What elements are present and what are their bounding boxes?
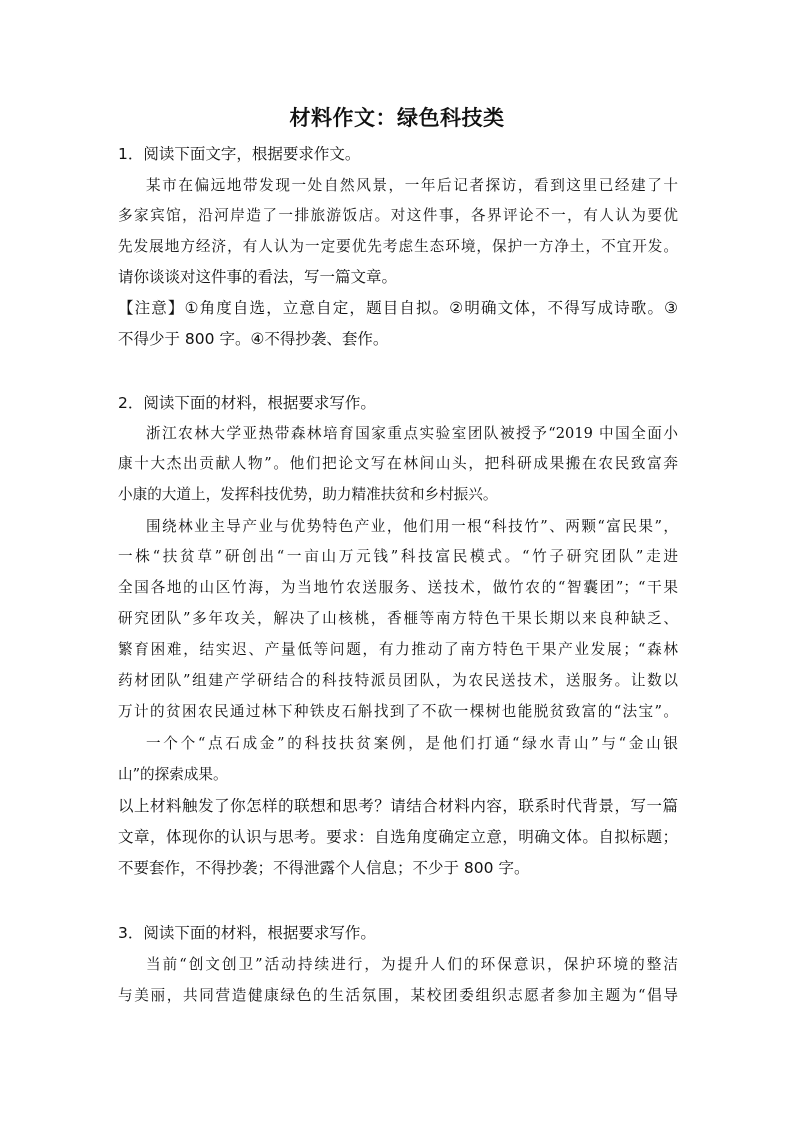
q2-material-line: 围绕林业主导产业与优势特色产业，他们用一根“科技竹”、两颗“富民果”，	[146, 518, 678, 535]
q2-material-line: 康十大杰出贡献人物”。他们把论文写在林间山头，把科研成果搬在农民致富奔	[118, 455, 678, 472]
q1-requirement-line: 请你谈谈对这件事的看法，写一篇文章。	[118, 268, 398, 286]
q3-material-line: 当前“创文创卫”活动持续进行，为提升人们的环保意识，保护环境的整洁	[146, 956, 678, 973]
q1-material-line: 多家宾馆，沿河岸造了一排旅游饭店。对这件事，各界评论不一，有人认为要优	[118, 207, 678, 224]
q1-material-line: 某市在偏远地带发现一处自然风景，一年后记者探访，看到这里已经建了十	[146, 177, 678, 194]
q2-material-line: 繁育困难，结实迟、产量低等问题，有力推动了南方特色干果产业发展；“森林	[118, 641, 678, 658]
q2-requirement-line: 以上材料触发了你怎样的联想和思考？请结合材料内容，联系时代背景，写一篇	[118, 797, 678, 815]
q2-material-line: 万计的贫困农民通过林下种铁皮石斛找到了不砍一棵树也能脱贫致富的“法宝”。	[118, 703, 678, 720]
q3-heading: 3．阅读下面的材料，根据要求写作。	[118, 924, 376, 942]
q1-material-line: 先发展地方经济，有人认为一定要优先考虑生态环境，保护一方净土，不宜开发。	[118, 238, 678, 255]
page-title: 材料作文：绿色科技类	[289, 106, 505, 130]
q2-material-line: 浙江农林大学亚热带森林培育国家重点实验室团队被授予“2019 中国全面小	[146, 425, 678, 442]
q2-heading: 2．阅读下面的材料，根据要求写作。	[118, 394, 376, 412]
q2-material-line: 全国各地的山区竹海，为当地竹农送服务、送技术，做竹农的“智囊团”；“干果	[118, 579, 678, 596]
q2-material-line: 一株“扶贫草”研创出“一亩山万元钱”科技富民模式。“竹子研究团队”走进	[118, 548, 678, 565]
q1-heading: 1．阅读下面文字，根据要求作文。	[118, 145, 361, 163]
q2-material-line: 研究团队”多年攻关，解决了山核桃，香榧等南方特色干果长期以来良种缺乏、	[118, 610, 678, 627]
q2-material-line: 药材团队”组建产学研结合的科技特派员团队，为农民送技术，送服务。让数以	[118, 672, 678, 689]
q2-requirement-line: 不要套作，不得抄袭；不得泄露个人信息；不少于 800 字。	[118, 859, 530, 877]
q3-material-line: 与美丽，共同营造健康绿色的生活氛围，某校团委组织志愿者参加主题为“倡导	[118, 987, 678, 1004]
q2-material-line: 一个个“点石成金”的科技扶贫案例，是他们打通“绿水青山”与“金山银	[146, 735, 678, 752]
q2-material-line: 山”的探索成果。	[118, 766, 228, 783]
q1-requirement-line: 【注意】①角度自选，立意自定，题目自拟。②明确文体，不得写成诗歌。③	[118, 299, 678, 317]
q2-requirement-line: 文章，体现你的认识与思考。要求：自选角度确定立意，明确文体。自拟标题；	[118, 828, 678, 846]
q2-material-line: 小康的大道上，发挥科技优势，助力精准扶贫和乡村振兴。	[118, 486, 498, 503]
q1-requirement-line: 不得少于 800 字。④不得抄袭、套作。	[118, 330, 389, 348]
